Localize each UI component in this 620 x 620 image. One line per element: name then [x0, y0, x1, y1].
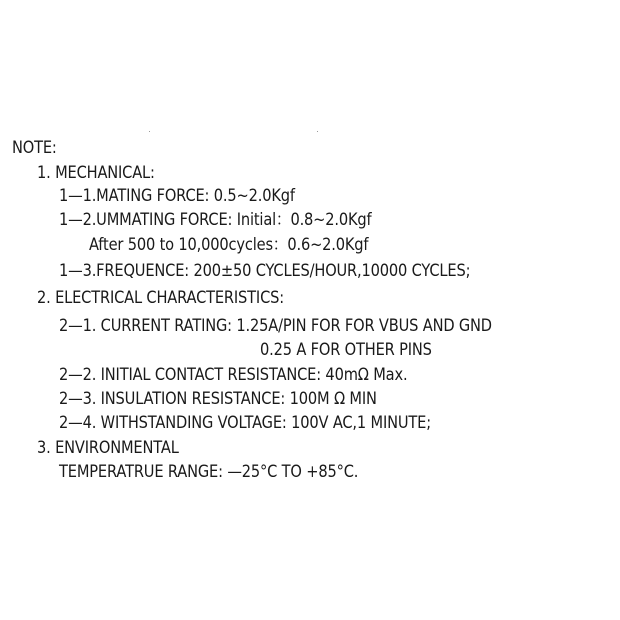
unmating-force-after-cycles: After 500 to 10,000cycles：0.6~2.0Kgf — [89, 235, 369, 255]
scan-mark — [149, 131, 150, 132]
contact-resistance-spec: 2—2. INITIAL CONTACT RESISTANCE: 40mΩ Max. — [59, 365, 408, 385]
electrical-title: 2. ELECTRICAL CHARACTERISTICS: — [37, 288, 284, 308]
frequence-spec: 1—3.FREQUENCE: 200±50 CYCLES/HOUR,10000 CYCLES; — [59, 261, 471, 281]
mating-force-spec: 1—1.MATING FORCE: 0.5~2.0Kgf — [59, 186, 295, 206]
environmental-title: 3. ENVIRONMENTAL — [37, 438, 179, 458]
temperature-range-spec: TEMPERATRUE RANGE: —25°C TO +85°C. — [59, 462, 359, 482]
insulation-resistance-spec: 2—3. INSULATION RESISTANCE: 100M Ω MIN — [59, 389, 377, 409]
note-heading: NOTE: — [12, 138, 57, 158]
withstanding-voltage-spec: 2—4. WITHSTANDING VOLTAGE: 100V AC,1 MINUTE; — [59, 413, 431, 433]
current-rating-other-pins: 0.25 A FOR OTHER PINS — [260, 340, 432, 360]
mechanical-title: 1. MECHANICAL: — [37, 163, 155, 183]
scan-mark — [317, 131, 318, 132]
current-rating-spec: 2—1. CURRENT RATING: 1.25A/PIN FOR FOR VBUS AND GND — [59, 316, 492, 336]
unmating-force-spec: 1—2.UMMATING FORCE: Initial：0.8~2.0Kgf — [59, 210, 372, 230]
